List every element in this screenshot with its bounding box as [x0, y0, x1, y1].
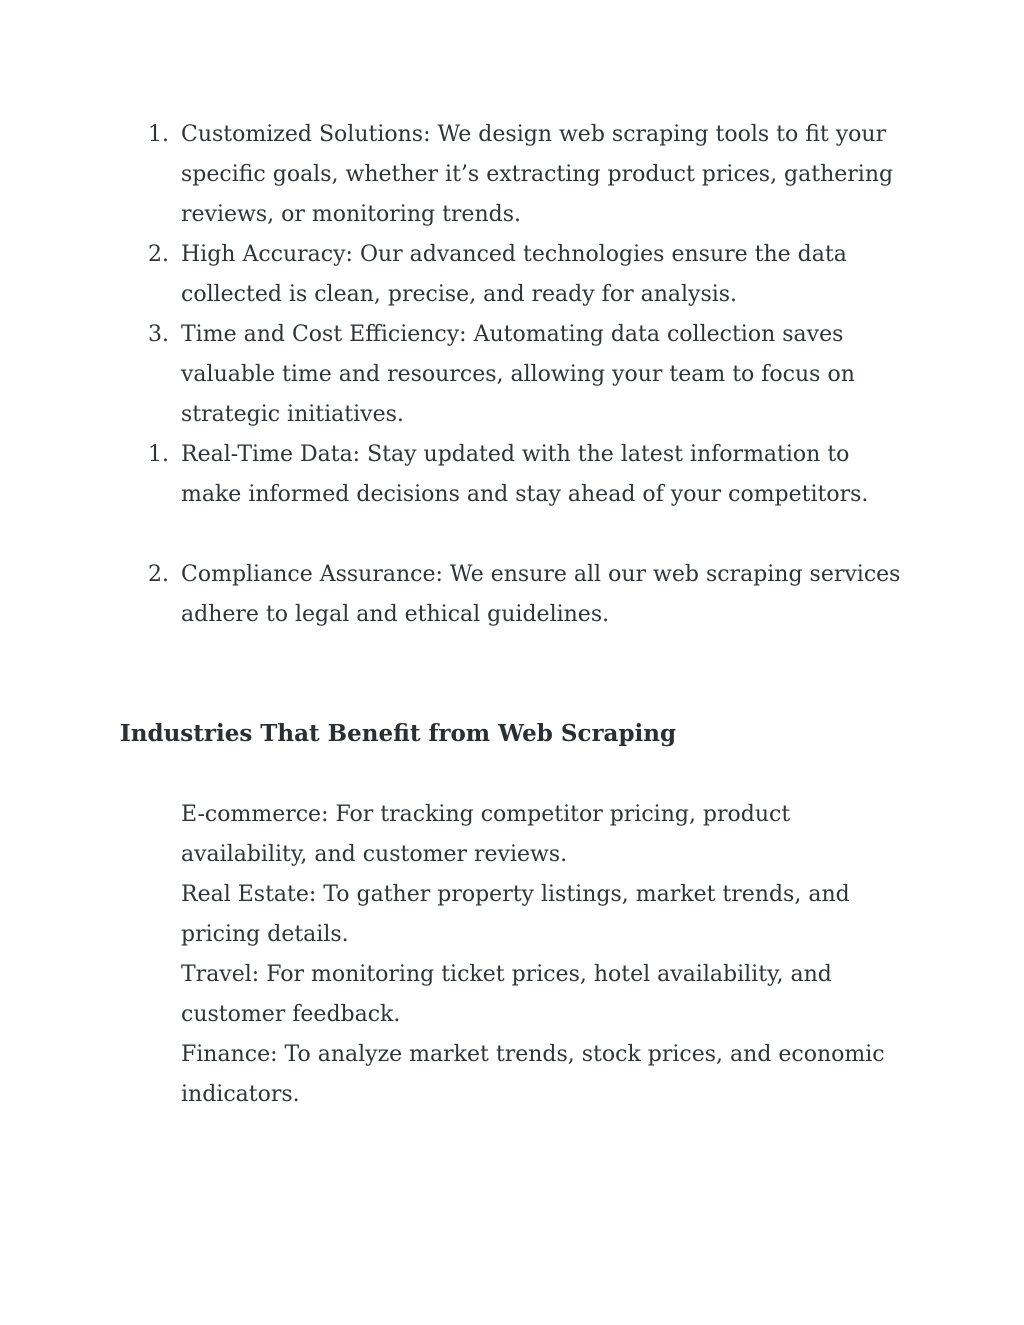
list-number: 2.	[148, 562, 169, 587]
list-item-text: Compliance Assurance: We ensure all our web scraping services adhere to legal and ethical guidelines.	[181, 562, 901, 627]
list-item-text: Real-Time Data: Stay updated with the latest information to make informed decisions and stay ahead of your competitors.	[181, 442, 869, 507]
list-item	[0, 435, 901, 515]
benefits-list-final	[0, 555, 901, 635]
list-item: E-commerce: For tracking competitor pricing, product availability, and customer reviews.	[181, 802, 791, 867]
industries-list	[0, 795, 891, 1115]
list-item	[0, 115, 901, 235]
list-item-text: Time and Cost Efficiency: Automating data collection saves valuable time and resources, allowing your team to focus on strategic initiatives.	[181, 322, 855, 427]
list-item-text: High Accuracy: Our advanced technologies ensure the data collected is clean, precise, and ready for analysis.	[181, 242, 847, 307]
benefits-list-continued	[0, 435, 901, 515]
list-item: Travel: For monitoring ticket prices, hotel availability, and customer feedback.	[181, 962, 832, 1027]
list-number: 1.	[148, 122, 169, 147]
list-item	[0, 315, 901, 435]
list-number: 1.	[148, 442, 169, 467]
list-item-text: Customized Solutions: We design web scraping tools to fit your specific goals, whether it’s extracting product prices, gathering reviews, or monitoring trends.	[181, 122, 894, 227]
benefits-list	[0, 115, 901, 435]
list-number: 2.	[148, 242, 169, 267]
list-item	[0, 235, 901, 315]
list-item: Finance: To analyze market trends, stock prices, and economic indicators.	[181, 1042, 885, 1107]
list-item: Real Estate: To gather property listings, market trends, and pricing details.	[181, 882, 850, 947]
list-number: 3.	[148, 322, 169, 347]
list-item	[0, 555, 901, 635]
section-heading: Industries That Benefit from Web Scraping	[120, 720, 677, 747]
